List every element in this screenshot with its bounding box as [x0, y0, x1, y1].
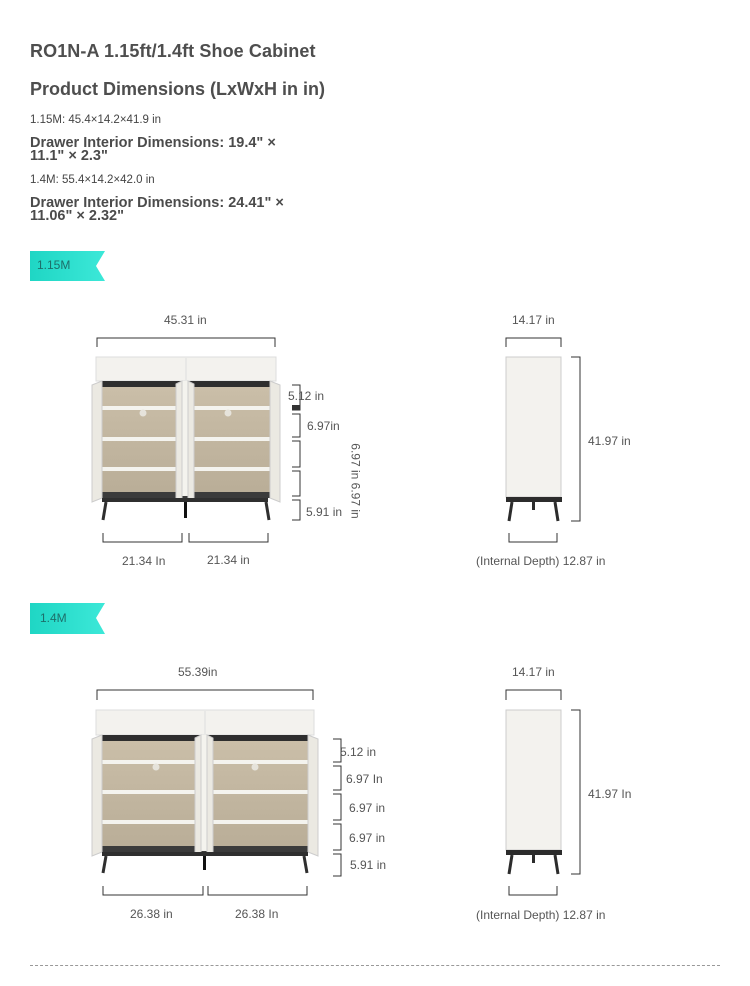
door-right-label-14: 26.38 In [235, 907, 279, 921]
shelf1-label-115: 5.12 in [288, 389, 325, 403]
front-view-115 [92, 338, 300, 542]
drawer-14-line2: 11.06" × 2.32" [30, 208, 124, 224]
width-label-14: 55.39in [178, 665, 218, 679]
depth-label-14: 14.17 in [512, 665, 555, 679]
shelf-bottom-label-14: 5.91 in [350, 858, 387, 872]
height-label-14: 41.97 In [588, 787, 632, 801]
height-label-115: 41.97 in [588, 434, 631, 448]
page-title: RO1N-A 1.15ft/1.4ft Shoe Cabinet [30, 41, 316, 61]
front-view-14 [92, 690, 341, 895]
shelf4-label-14: 6.97 in [349, 831, 386, 845]
internal-depth-label-14: (Internal Depth) 12.87 in [476, 908, 606, 922]
door-left-label-14: 26.38 in [130, 907, 173, 921]
spec-115: 1.15M: 45.4×14.2×41.9 in [30, 114, 162, 126]
shelf-vertical-label-115: 6.97 in 6.97 in [348, 443, 363, 519]
shelf2-label-115: 6.97in [307, 419, 340, 433]
tag-115-label: 1.15M [37, 258, 71, 272]
depth-label-115: 14.17 in [512, 313, 555, 327]
drawer-115-line1: Drawer Interior Dimensions: 19.4" × [30, 135, 276, 151]
door-left-label-115: 21.34 In [122, 554, 166, 568]
drawer-115-line2: 11.1" × 2.3" [30, 148, 108, 164]
divider-dashed [30, 965, 720, 966]
shelf1-label-14: 5.12 in [340, 745, 377, 759]
shelf-bottom-label-115: 5.91 in [306, 505, 343, 519]
tag-14-label: 1.4M [40, 611, 67, 625]
shelf3-label-14: 6.97 in [349, 801, 386, 815]
internal-depth-label-115: (Internal Depth) 12.87 in [476, 554, 606, 568]
width-label-115: 45.31 in [164, 313, 207, 327]
spec-14: 1.4M: 55.4×14.2×42.0 in [30, 174, 155, 186]
side-view-14 [506, 690, 580, 895]
side-view-115 [506, 338, 580, 542]
door-right-label-115: 21.34 in [207, 553, 250, 567]
dimensions-heading: Product Dimensions (LxWxH in in) [30, 79, 326, 99]
shelf2-label-14: 6.97 In [346, 772, 383, 786]
drawer-14-line1: Drawer Interior Dimensions: 24.41" × [30, 195, 284, 211]
